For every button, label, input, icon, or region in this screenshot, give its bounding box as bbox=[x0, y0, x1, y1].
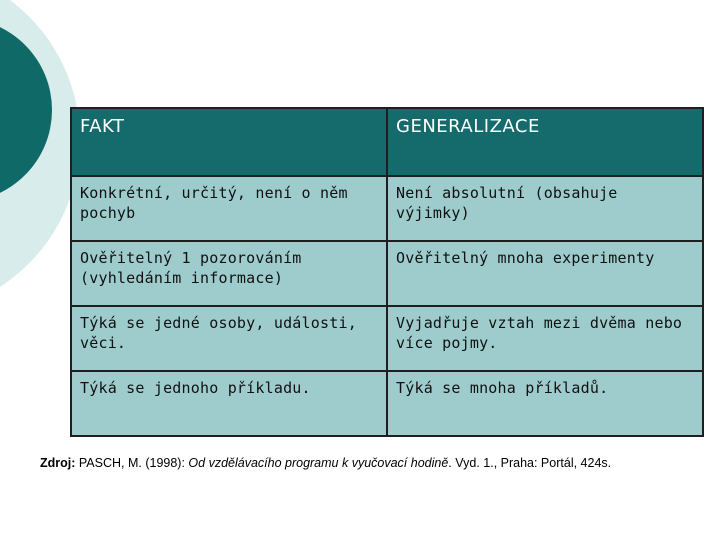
table-row bbox=[71, 241, 703, 306]
source-label: Zdroj: bbox=[40, 456, 76, 470]
table-header-row bbox=[71, 108, 703, 176]
table-row bbox=[71, 176, 703, 241]
table-cell: Týká se mnoha příkladů. bbox=[387, 371, 703, 436]
table-cell: Není absolutní (obsahuje výjimky) bbox=[387, 176, 703, 241]
source-details: . Vyd. 1., Praha: Portál, 424s. bbox=[448, 456, 612, 470]
table-cell: Týká se jednoho příkladu. bbox=[71, 371, 387, 436]
table-cell: Ověřitelný mnoha experimenty bbox=[387, 241, 703, 306]
fact-vs-generalization-table bbox=[70, 107, 704, 437]
comparison-table-container bbox=[70, 107, 702, 437]
source-title: Od vzdělávacího programu k vyučovací hodině bbox=[188, 456, 449, 470]
source-citation bbox=[40, 456, 710, 470]
source-author: PASCH, M. (1998): bbox=[75, 456, 189, 470]
header-generalizace: GENERALIZACE bbox=[387, 108, 703, 176]
table-cell: Konkrétní, určitý, není o něm pochyb bbox=[71, 176, 387, 241]
table-cell: Týká se jedné osoby, události, věci. bbox=[71, 306, 387, 371]
header-fakt: FAKT bbox=[71, 108, 387, 176]
table-cell: Ověřitelný 1 pozorováním (vyhledáním informace) bbox=[71, 241, 387, 306]
table-cell: Vyjadřuje vztah mezi dvěma nebo více pojmy. bbox=[387, 306, 703, 371]
table-row bbox=[71, 306, 703, 371]
table-row bbox=[71, 371, 703, 436]
